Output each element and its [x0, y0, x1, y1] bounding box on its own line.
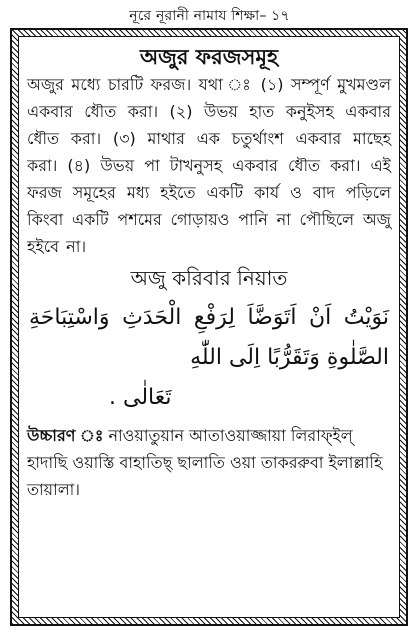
section-title-ablution-obligations: অজুর ফরজসমূহ: [139, 45, 279, 69]
section-title-ablution-intention: অজু করিবার নিয়াত: [130, 266, 288, 290]
arabic-intention-end: تَعَالٰى .: [109, 385, 172, 410]
page-header: নূরে নূরানী নামায শিক্ষা– ১৭: [129, 8, 290, 24]
arabic-intention-main: نَوَيْتُ اَنْ اَتَوَضَّاَ لِرَفْعِ الْحَدَثِ وَاسْتِبَاحَةِ الصَّلٰوةِ وَتَقَرُّبًا اِلَى اللّٰهِ: [29, 305, 389, 370]
pronunciation-text: নাওয়াতুয়ান আতাওয়াজ্জায়া লিরাফ্‌ইল্‌ হাদাছি ওয়াস্তি বাহাতিছ্‌ ছালাতি ওয়া তাকররুবা ইলাল্লাহি তায়ালা।: [27, 426, 383, 499]
content-box: [18, 36, 400, 618]
arabic-intention-text: [19, 296, 399, 418]
pronunciation-label: উচ্চারণ ঃ: [27, 426, 104, 445]
pronunciation-paragraph: [19, 422, 399, 503]
decorative-border: [10, 28, 408, 626]
obligations-paragraph: অজুর মধ্যে চারটি ফরজ। যথা ঃ (১) সম্পূর্ণ মুখমণ্ডল একবার ধৌত করা। (২) উভয় হাত কনুইসহ একবার ধৌত করা। (৩) মাথার এক চতুর্থাংশ একবার মাছেহ করা। (৪) উভয় পা টাখনুসহ একবার ধৌত করা। এই ফরজ সমূহের মধ্য হইতে একটি কার্য ও বাদ পড়িলে কিংবা একটি পশমের গোড়ায়ও পানি না পৌছিলে অজু হইবে না।: [27, 75, 391, 256]
